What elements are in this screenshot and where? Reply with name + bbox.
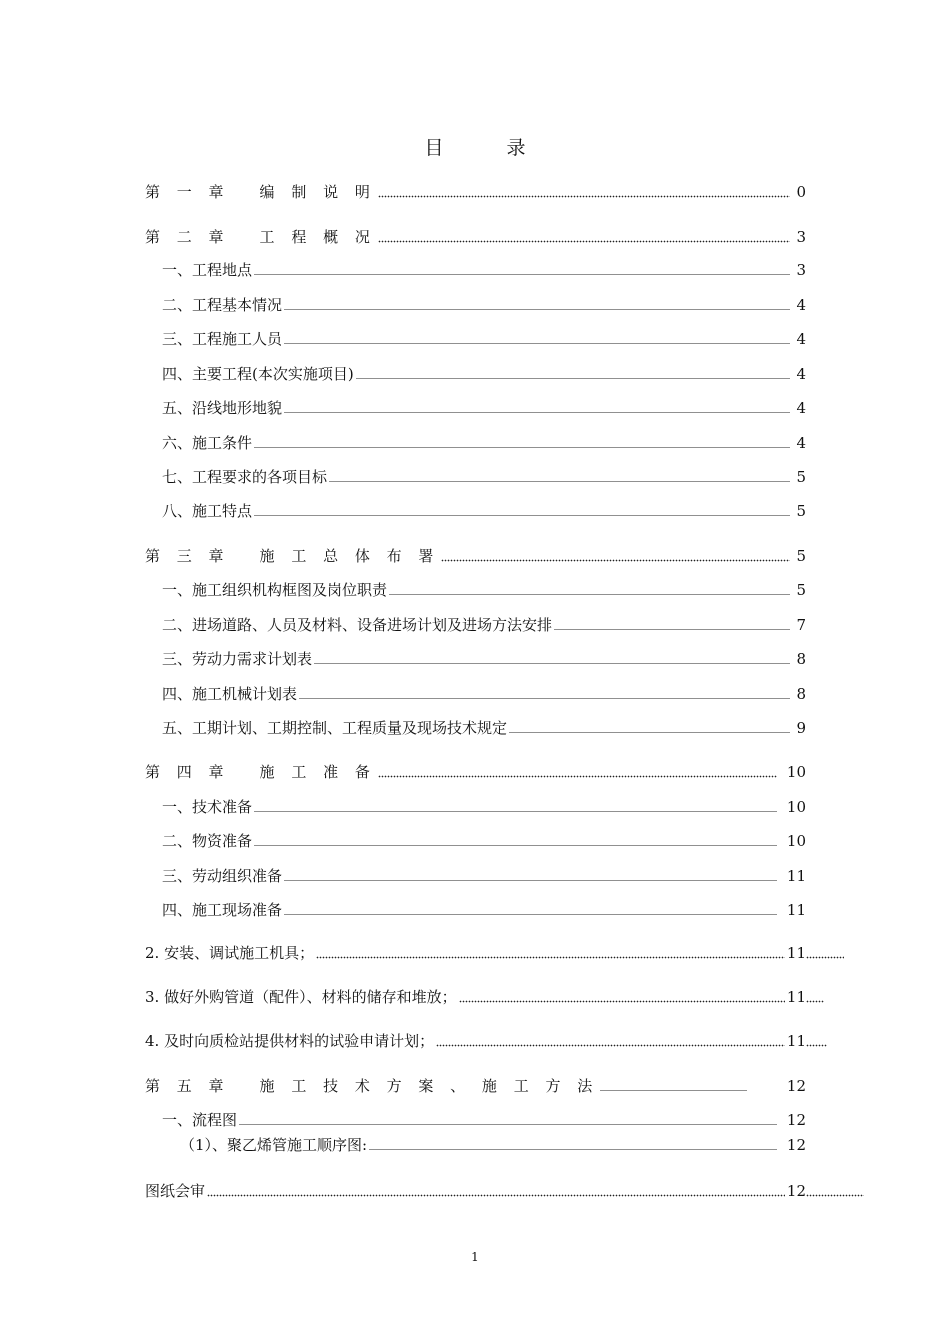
dot-leader-trailing bbox=[806, 991, 824, 1003]
entry-text: 一、工程地点 bbox=[162, 261, 253, 279]
dot-leader bbox=[284, 904, 777, 916]
toc-entry[interactable] bbox=[162, 579, 806, 601]
dot-leader bbox=[254, 264, 790, 276]
entry-text: 二、进场道路、人员及材料、设备进场计划及进场方法安排 bbox=[162, 616, 553, 634]
chapter-label: 第 五 章 bbox=[145, 1077, 230, 1095]
page-number: 12 bbox=[786, 1182, 806, 1200]
page-number: 11 bbox=[786, 1032, 806, 1050]
entry-text: 三、劳动力需求计划表 bbox=[162, 650, 313, 668]
toc-chapter-3[interactable] bbox=[145, 545, 806, 567]
dot-leader-trailing bbox=[806, 947, 844, 959]
page-number: 9 bbox=[796, 719, 806, 737]
page-number: 10 bbox=[786, 798, 806, 816]
toc-entry[interactable] bbox=[162, 865, 806, 887]
dot-leader bbox=[356, 368, 790, 380]
dot-leader bbox=[299, 688, 790, 700]
dot-leader bbox=[436, 1035, 785, 1047]
entry-text: 五、沿线地形地貌 bbox=[162, 399, 283, 417]
dot-leader bbox=[509, 722, 790, 734]
page-number: 11 bbox=[786, 988, 806, 1006]
page-number: 8 bbox=[796, 685, 806, 703]
dot-leader bbox=[284, 333, 790, 345]
page-number: 3 bbox=[796, 228, 806, 246]
toc-entry[interactable] bbox=[162, 466, 806, 488]
dot-leader bbox=[254, 801, 777, 813]
dot-leader bbox=[284, 299, 790, 311]
chapter-label: 第 一 章 bbox=[145, 183, 230, 201]
toc-entry[interactable] bbox=[162, 432, 806, 454]
toc-entry[interactable] bbox=[162, 397, 806, 419]
entry-text: 四、施工机械计划表 bbox=[162, 685, 298, 703]
dot-leader bbox=[254, 437, 790, 449]
dot-leader bbox=[378, 231, 790, 243]
entry-text: 三、工程施工人员 bbox=[162, 330, 283, 348]
dot-leader bbox=[389, 584, 790, 596]
toc-entry[interactable] bbox=[162, 363, 806, 385]
toc-chapter-2[interactable] bbox=[145, 226, 806, 248]
toc-chapter-4[interactable] bbox=[145, 761, 806, 783]
chapter-name: 施 工 总 体 布 署 bbox=[259, 547, 440, 565]
entry-text: 七、工程要求的各项目标 bbox=[162, 468, 328, 486]
page-number: 10 bbox=[786, 763, 806, 781]
entry-text: 六、施工条件 bbox=[162, 434, 253, 452]
toc-entry[interactable] bbox=[162, 796, 806, 818]
chapter-label: 第 三 章 bbox=[145, 547, 230, 565]
toc-entry[interactable] bbox=[162, 259, 806, 281]
toc-entry[interactable] bbox=[162, 899, 806, 921]
page-number: 4 bbox=[796, 330, 806, 348]
dot-leader-trailing bbox=[806, 1185, 864, 1197]
page-number: 12 bbox=[786, 1111, 806, 1129]
entry-text: 2. 安装、调试施工机具； bbox=[145, 944, 315, 962]
dot-leader bbox=[314, 653, 790, 665]
chapter-label: 第 四 章 bbox=[145, 763, 230, 781]
dot-leader bbox=[254, 835, 777, 847]
toc-entry[interactable] bbox=[162, 683, 806, 705]
page-footer-number: 1 bbox=[471, 1250, 479, 1264]
page-number: 12 bbox=[786, 1136, 806, 1154]
page-number: 4 bbox=[796, 365, 806, 383]
page-number: 11 bbox=[786, 901, 806, 919]
page-number: 5 bbox=[796, 547, 806, 565]
toc-entry[interactable] bbox=[162, 614, 806, 636]
dot-leader-trailing bbox=[806, 1035, 827, 1047]
page-number: 5 bbox=[796, 468, 806, 486]
page-number: 4 bbox=[796, 434, 806, 452]
entry-text: 一、流程图 bbox=[162, 1111, 238, 1129]
entry-text: 二、工程基本情况 bbox=[162, 296, 283, 314]
toc-drawings-review[interactable] bbox=[145, 1180, 806, 1202]
dot-leader bbox=[316, 947, 785, 959]
toc-entry[interactable] bbox=[162, 1109, 806, 1131]
toc-entry[interactable] bbox=[162, 328, 806, 350]
page-number: 4 bbox=[796, 399, 806, 417]
toc-entry[interactable] bbox=[162, 717, 806, 739]
entry-text: 3. 做好外购管道（配件）、材料的储存和堆放； bbox=[145, 988, 457, 1006]
page-number: 11 bbox=[786, 867, 806, 885]
dot-leader bbox=[378, 186, 790, 198]
toc-title: 目 录 bbox=[424, 137, 548, 159]
chapter-name: 施 工 准 备 bbox=[259, 763, 376, 781]
page-number: 11 bbox=[786, 944, 806, 962]
dot-leader bbox=[329, 471, 790, 483]
page-number: 5 bbox=[796, 581, 806, 599]
chapter-label: 第 二 章 bbox=[145, 228, 230, 246]
dot-leader bbox=[600, 1080, 747, 1092]
toc-entry[interactable] bbox=[162, 830, 806, 852]
entry-text: 二、物资准备 bbox=[162, 832, 253, 850]
entry-text: 八、施工特点 bbox=[162, 502, 253, 520]
toc-numbered-item[interactable] bbox=[145, 986, 806, 1008]
dot-leader bbox=[378, 766, 777, 778]
chapter-name: 编 制 说 明 bbox=[259, 183, 376, 201]
toc-chapter-1[interactable] bbox=[145, 181, 806, 203]
dot-leader bbox=[284, 402, 790, 414]
toc-chapter-5[interactable] bbox=[145, 1075, 806, 1097]
entry-text: 4. 及时向质检站提供材料的试验申请计划； bbox=[145, 1032, 435, 1050]
entry-text: 四、施工现场准备 bbox=[162, 901, 283, 919]
toc-entry[interactable] bbox=[162, 294, 806, 316]
toc-entry[interactable] bbox=[162, 648, 806, 670]
dot-leader bbox=[369, 1139, 777, 1151]
page-number: 0 bbox=[796, 183, 806, 201]
toc-numbered-item[interactable] bbox=[145, 1030, 806, 1052]
chapter-name: 施 工 技 术 方 案 、 施 工 方 法 bbox=[259, 1077, 599, 1095]
page-number: 5 bbox=[796, 502, 806, 520]
entry-text: 图纸会审 bbox=[145, 1182, 206, 1200]
toc-numbered-item[interactable] bbox=[145, 942, 806, 964]
entry-text: （1）、聚乙烯管施工顺序图: bbox=[180, 1136, 368, 1154]
dot-leader bbox=[459, 991, 785, 1003]
page-number: 3 bbox=[796, 261, 806, 279]
entry-text: 三、劳动组织准备 bbox=[162, 867, 283, 885]
dot-leader bbox=[239, 1114, 777, 1126]
dot-leader bbox=[441, 550, 790, 562]
toc-subentry[interactable] bbox=[180, 1134, 806, 1156]
page-number: 7 bbox=[796, 616, 806, 634]
entry-text: 四、主要工程(本次实施项目) bbox=[162, 365, 354, 383]
chapter-name: 工 程 概 况 bbox=[259, 228, 376, 246]
entry-text: 一、施工组织机构框图及岗位职责 bbox=[162, 581, 388, 599]
entry-text: 五、工期计划、工期控制、工程质量及现场技术规定 bbox=[162, 719, 508, 737]
page-number: 4 bbox=[796, 296, 806, 314]
entry-text: 一、技术准备 bbox=[162, 798, 253, 816]
dot-leader bbox=[554, 619, 790, 631]
dot-leader bbox=[254, 505, 790, 517]
toc-entry[interactable] bbox=[162, 500, 806, 522]
page-number: 10 bbox=[786, 832, 806, 850]
page-number: 12 bbox=[786, 1077, 806, 1095]
dot-leader bbox=[207, 1185, 785, 1197]
page-number: 8 bbox=[796, 650, 806, 668]
dot-leader bbox=[284, 870, 777, 882]
